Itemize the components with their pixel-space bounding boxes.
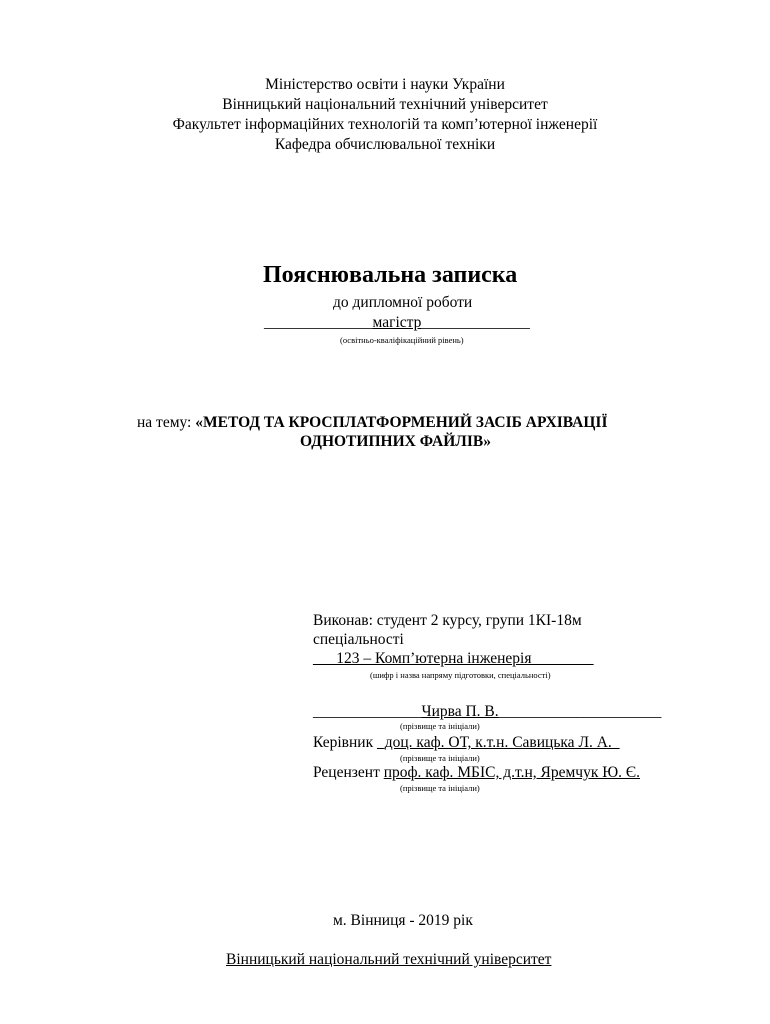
specialty-caption: (шифр і назва напряму підготовки, спеціальності): [370, 670, 551, 680]
supervisor-value: _доц. каф. ОТ, к.т.н. Савицька Л. А._: [377, 734, 620, 751]
reviewer-caption: (прізвище та ініціали): [400, 783, 480, 793]
author-line-1: Виконав: студент 2 курсу, групи 1КІ-18м: [313, 612, 582, 629]
footer-university: Вінницький національний технічний університет: [226, 951, 552, 968]
specialty-field: ___123 – Комп’ютерна інженерія________: [313, 650, 594, 667]
reviewer-value: проф. каф. МБІС, д.т.н, Яремчук Ю. Є.: [383, 764, 641, 781]
topic-line-1: [137, 414, 607, 432]
level-field: [264, 314, 530, 332]
document-subtitle: до дипломної роботи: [333, 294, 473, 311]
author-line-2: спеціальності: [313, 631, 404, 648]
document-title: Пояснювальна записка: [263, 262, 518, 288]
author-name-field: [313, 703, 661, 721]
level-value: магістр: [372, 314, 422, 331]
topic-title-1: «МЕТОД ТА КРОСПЛАТФОРМЕНИЙ ЗАСІБ АРХІВАЦІЇ: [195, 414, 608, 431]
supervisor-caption: (прізвище та ініціали): [400, 753, 480, 763]
author-name-caption: (прізвище та ініціали): [400, 721, 480, 731]
level-caption: (освітньо-кваліфікаційний рівень): [340, 335, 464, 345]
author-name-blank-right: _____________________: [498, 703, 662, 720]
author-name-blank-left: ______________: [313, 703, 422, 720]
level-blank-left: ______________: [264, 314, 373, 331]
topic-prefix: на тему:: [137, 414, 192, 431]
reviewer-label: Рецензент: [313, 764, 380, 781]
city-year: м. Вінниця - 2019 рік: [333, 912, 473, 929]
faculty-line: Факультет інформаційних технологій та комп’ютерної інженерії: [172, 116, 598, 133]
department-line: Кафедра обчислювальної техніки: [274, 136, 496, 153]
reviewer-field: [313, 764, 640, 782]
supervisor-label: Керівник: [313, 734, 374, 751]
university-line: Вінницький національний технічний університет: [222, 96, 548, 113]
author-name: Чирва П. В.: [421, 703, 499, 720]
level-blank-right: ______________: [421, 314, 530, 331]
supervisor-field: [313, 734, 620, 752]
topic-title-2: ОДНОТИПНИХ ФАЙЛІВ»: [300, 433, 491, 450]
ministry-line: Міністерство освіти і науки України: [265, 76, 505, 93]
